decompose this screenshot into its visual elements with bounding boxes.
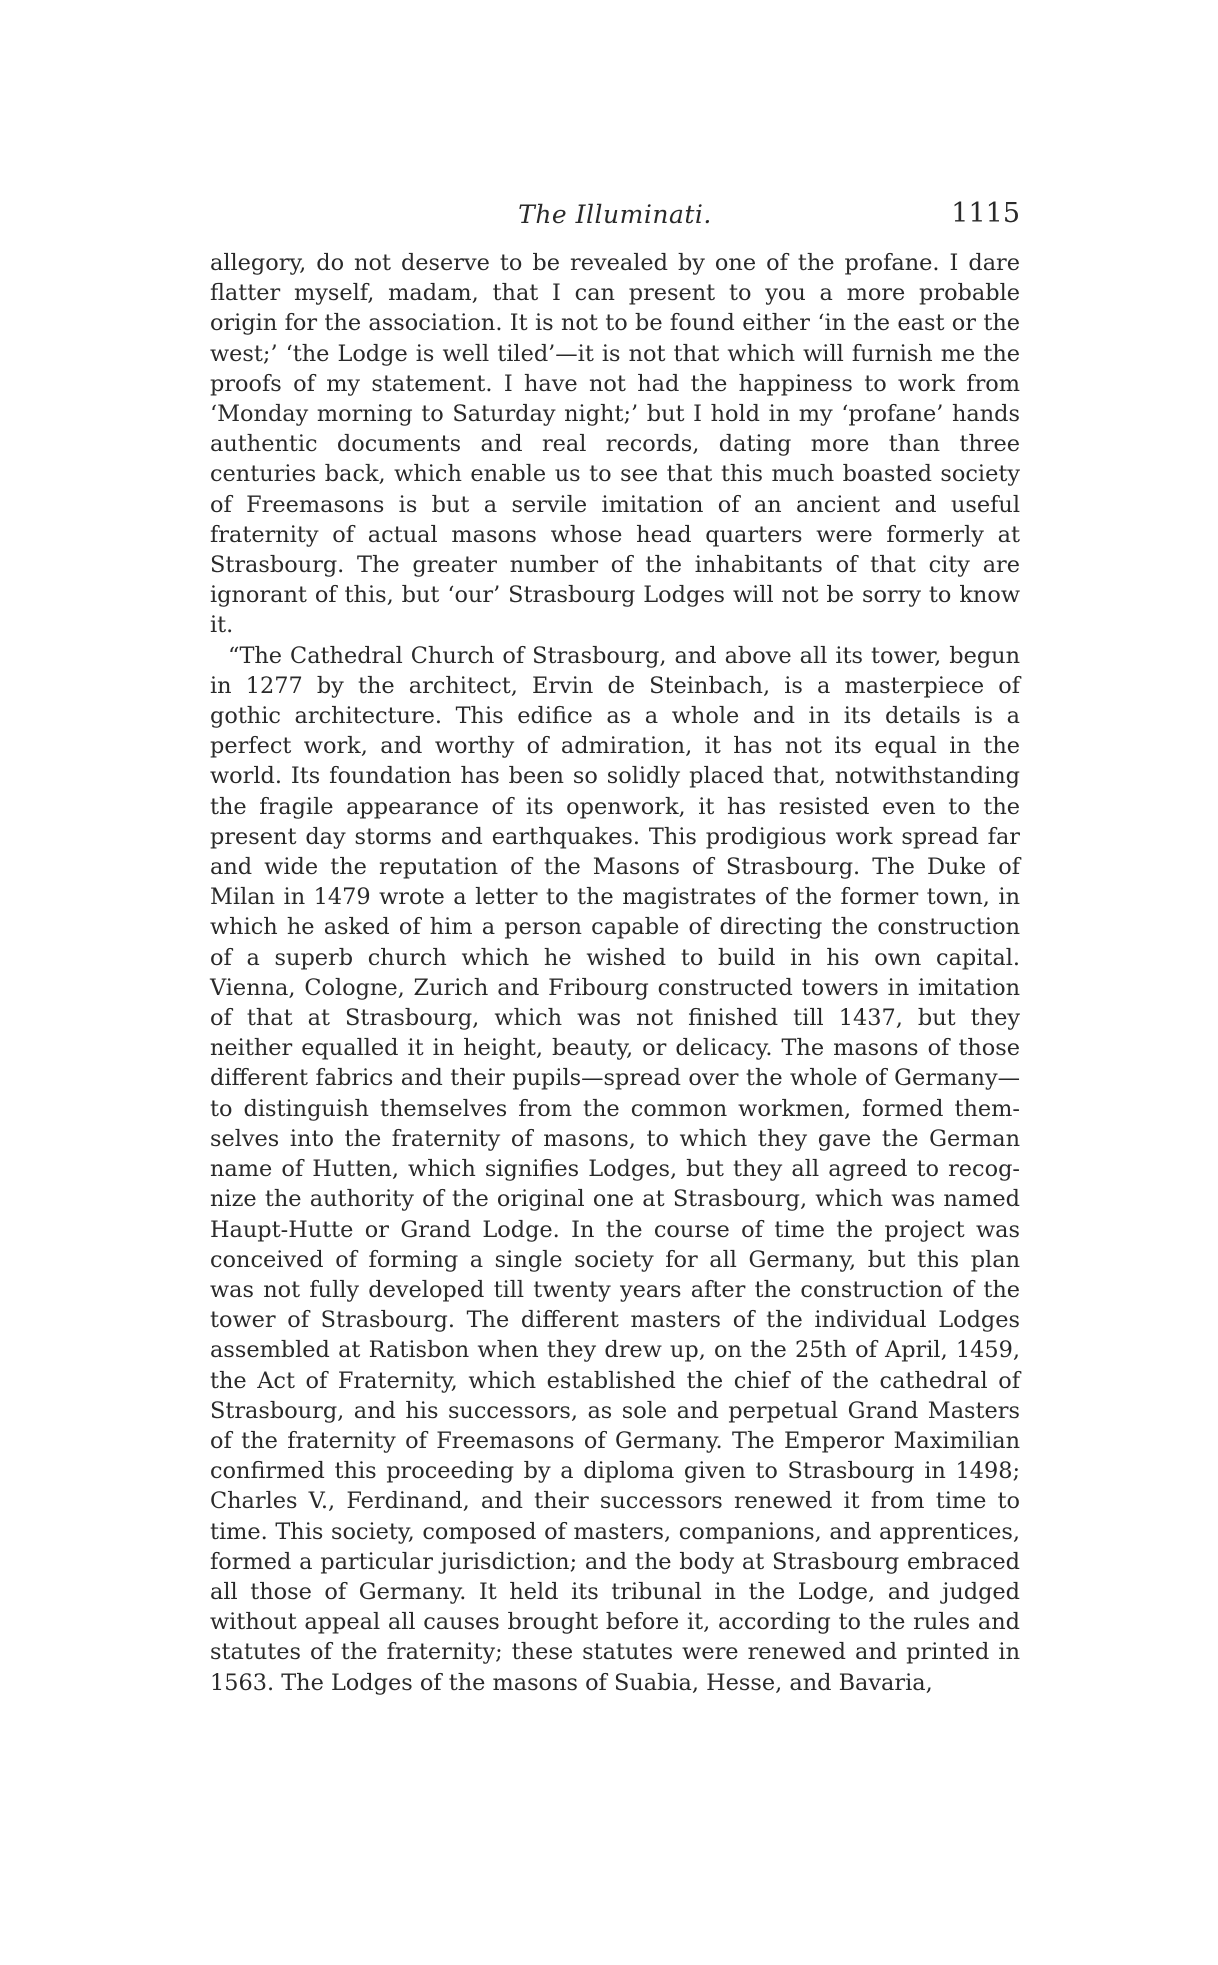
book-page — [210, 190, 1020, 1698]
running-title: The Illuminati. — [518, 200, 712, 229]
text-body — [210, 248, 1020, 1698]
page-header — [210, 190, 1020, 230]
page-number: 1115 — [951, 198, 1020, 229]
paragraph-1: allegory, do not deserve to be revealed by one of the profane. I dare flatter myself, madam, that I can present to you a more probable origin for the association. It is not to be found either ‘in the east or the west;’ ‘the Lodge is well tiled’—it is not that which will furnish me the proofs of my statement. I have not had the happiness to work from ‘Monday morning to Saturday night;’ but I hold in my ‘profane’ hands authentic documents and real records, dating more than three centuries back, which enable us to see that this much boasted society of Freemasons is but a servile imitation of an ancient and useful fraternity of actual masons whose head quarters were formerly at Strasbourg. The greater number of the inhabitants of that city are ignorant of this, but ‘our’ Strasbourg Lodges will not be sorry to know it. — [210, 250, 1020, 639]
paragraph-2: “The Cathedral Church of Strasbourg, and above all its tower, begun in 1277 by the architect, Ervin de Steinbach, is a masterpiece of gothic architecture. This edifice as a whole and in its details is a perfect work, and worthy of admiration, it has not its equal in the world. Its foundation has been so solidly placed that, notwithstanding the fragile appearance of its openwork, it has resisted even to the present day storms and earthquakes. This prodigious work spread far and wide the reputation of the Masons of Strasbourg. The Duke of Milan in 1479 wrote a letter to the magistrates of the former town, in which he asked of him a person capable of directing the construction of a superb church which he wished to build in his own capital. Vienna, Cologne, Zurich and Fribourg constructed towers in imitation of that at Strasbourg, which was not finished till 1437, but they neither equalled it in height, beauty, or delicacy. The masons of those different fabrics and their pupils—spread over the whole of Germany—to distinguish themselves from the common workmen, formed themselves into the fraternity of masons, to which they gave the German name of Hutten, which signifies Lodges, but they all agreed to recognize the authority of the original one at Strasbourg, which was named Haupt-Hutte or Grand Lodge. In the course of time the project was conceived of forming a single society for all Germany, but this plan was not fully developed till twenty years after the construction of the tower of Strasbourg. The different masters of the individual Lodges assembled at Ratisbon when they drew up, on the 25th of April, 1459, the Act of Fraternity, which established the chief of the cathedral of Strasbourg, and his successors, as sole and perpetual Grand Masters of the fraternity of Freemasons of Germany. The Emperor Maximilian confirmed this proceeding by a diploma given to Strasbourg in 1498; Charles V., Ferdinand, and their successors renewed it from time to time. This society, composed of masters, companions, and apprentices, formed a particular jurisdiction; and the body at Strasbourg embraced all those of Germany. It held its tribunal in the Lodge, and judged without appeal all causes brought before it, according to the rules and statutes of the fraternity; these statutes were renewed and printed in 1563. The Lodges of the masons of Suabia, Hesse, and Bavaria, — [210, 642, 1020, 1696]
